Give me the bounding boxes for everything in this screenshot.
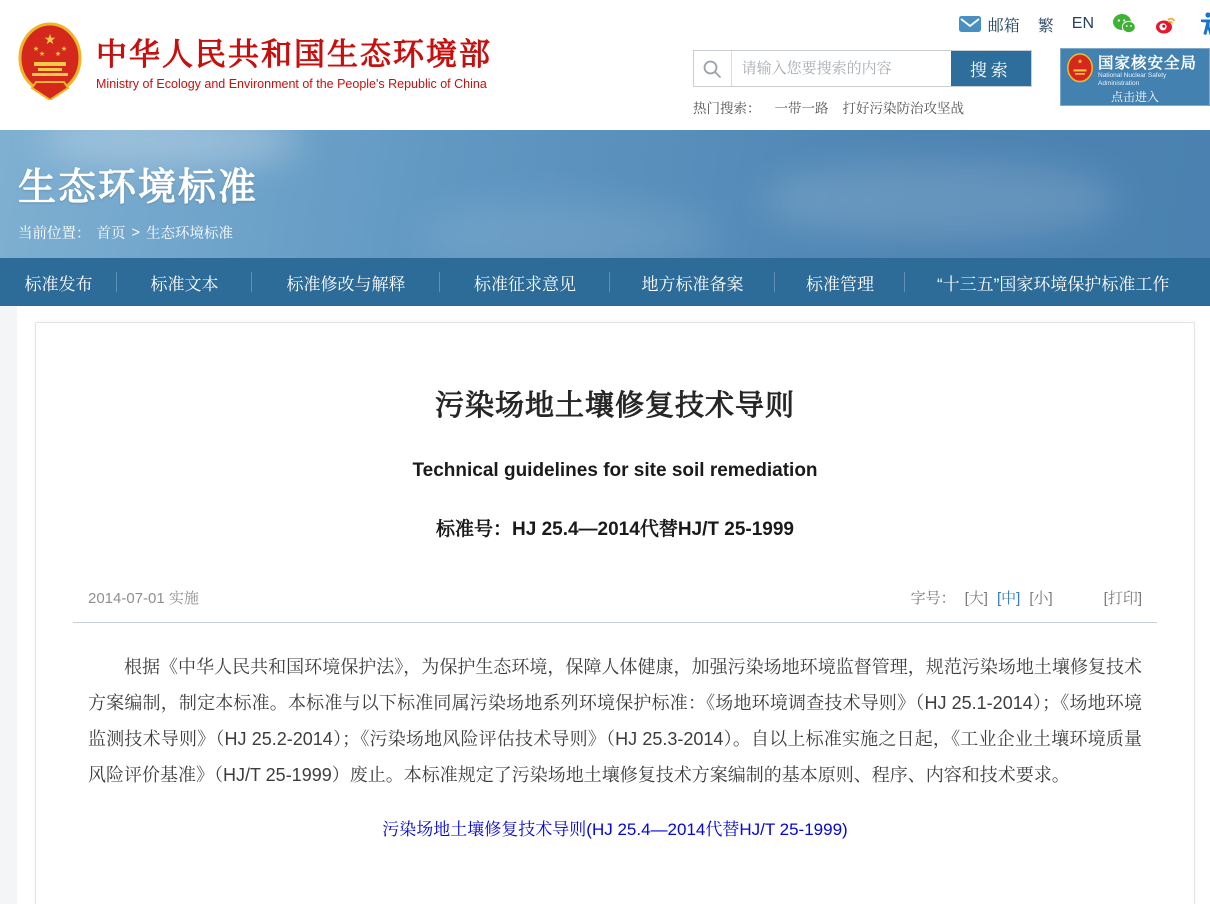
nav-item-standard-management[interactable]: 标准管理 (775, 258, 905, 306)
search-button[interactable]: 搜索 (951, 51, 1031, 86)
national-emblem-icon (18, 22, 82, 105)
nnsa-banner[interactable] (1060, 48, 1210, 106)
nnsa-emblem-icon (1067, 53, 1093, 90)
mail-link[interactable] (958, 12, 1020, 36)
hot-search-link-belt-road[interactable]: 一带一路 (774, 101, 829, 116)
wechat-icon[interactable] (1112, 12, 1136, 36)
site-subtitle: Ministry of Ecology and Environment of the People's Republic of China (96, 77, 487, 92)
attachment-link[interactable]: 污染场地土壤修复技术导则(HJ 25.4—2014代替HJ/T 25-1999) (382, 820, 848, 839)
accessibility-icon[interactable] (1196, 11, 1210, 37)
article-body: 根据《中华人民共和国环境保护法》，为保护生态环境，保障人体健康，加强污染场地环境监督管理，规范污染场地土壤修复技术方案编制，制定本标准。本标准与以下标准同属污染场地系列环境保护标准：《场地环境调查技术导则》（HJ 25.1-2014）；《场地环境监测技术导则》（HJ 25.2-2014）；《污染场地风险评估技术导则》（HJ 25.3-2014）。自以上标准实施之日起，《工业企业土壤环境质量风险评价基准》（HJ/T 25-1999）废止。本标准规定了污染场地土壤修复技术方案编制的基本原则、程序、内容和技术要求。 (88, 657, 1142, 785)
svg-text:★: ★ (1077, 58, 1083, 66)
section-banner (0, 130, 1210, 258)
mail-icon (958, 12, 982, 36)
nnsa-title: 国家核安全局 (1098, 55, 1198, 73)
top-utility-bar (958, 10, 1210, 38)
nav-item-standard-revision[interactable]: 标准修改与解释 (252, 258, 440, 306)
breadcrumb-separator: > (131, 224, 140, 241)
nav-item-standard-release[interactable]: 标准发布 (0, 258, 117, 306)
article-title-en: Technical guidelines for site soil remediation (412, 460, 818, 481)
main-nav (0, 258, 1210, 306)
breadcrumb-current: 生态环境标准 (145, 226, 233, 242)
svg-text:★: ★ (54, 51, 62, 58)
print-button[interactable]: [打印] (1103, 590, 1142, 607)
implement-date: 2014-07-01 实施 (88, 590, 199, 607)
breadcrumb-home-link[interactable]: 首页 (96, 226, 126, 242)
traditional-chinese-link[interactable]: 繁 (1037, 17, 1054, 35)
nav-item-standard-text[interactable]: 标准文本 (117, 258, 252, 306)
nav-item-13th-five-year-plan[interactable]: “十三五”国家环境保护标准工作 (937, 274, 1170, 294)
english-link[interactable]: EN (1071, 15, 1094, 32)
font-size-medium-button[interactable]: [中] (996, 590, 1021, 607)
svg-text:★: ★ (38, 51, 46, 58)
font-size-large-button[interactable]: [大] (964, 590, 988, 607)
weibo-icon[interactable] (1154, 12, 1178, 36)
breadcrumb-label: 当前位置： (18, 226, 91, 242)
left-gutter (0, 306, 17, 904)
article-card (35, 322, 1195, 904)
hot-search-row (693, 97, 1032, 117)
svg-text:★: ★ (43, 31, 57, 47)
search-bar (693, 50, 1032, 87)
standard-number: 标准号：HJ 25.4—2014代替HJ/T 25-1999 (436, 519, 794, 540)
svg-text:★: ★ (60, 46, 68, 53)
article-meta-row (88, 587, 1142, 608)
nnsa-enter-label: 点击进入 (1110, 90, 1159, 104)
mail-label: 邮箱 (987, 17, 1020, 35)
article-title: 污染场地土壤修复技术导则 (434, 390, 795, 422)
nav-item-local-standard-filing[interactable]: 地方标准备案 (610, 258, 775, 306)
meta-divider (73, 622, 1157, 623)
site-title: 中华人民共和国生态环境部 (96, 36, 492, 72)
search-input[interactable] (732, 51, 951, 86)
page-title: 生态环境标准 (18, 167, 259, 209)
hot-search-label: 热门搜索： (693, 101, 761, 116)
font-size-label: 字号： (910, 590, 956, 607)
hot-search-link-pollution-battle[interactable]: 打好污染防治攻坚战 (842, 101, 964, 116)
search-block (693, 50, 1032, 117)
search-icon (694, 51, 732, 86)
site-logo (18, 22, 492, 105)
breadcrumb (18, 222, 233, 243)
nav-item-standard-comments[interactable]: 标准征求意见 (440, 258, 610, 306)
font-size-small-button[interactable]: [小] (1029, 590, 1053, 607)
svg-text:★: ★ (32, 46, 40, 53)
nnsa-subtitle: National Nuclear Safety Administration (1098, 72, 1167, 88)
